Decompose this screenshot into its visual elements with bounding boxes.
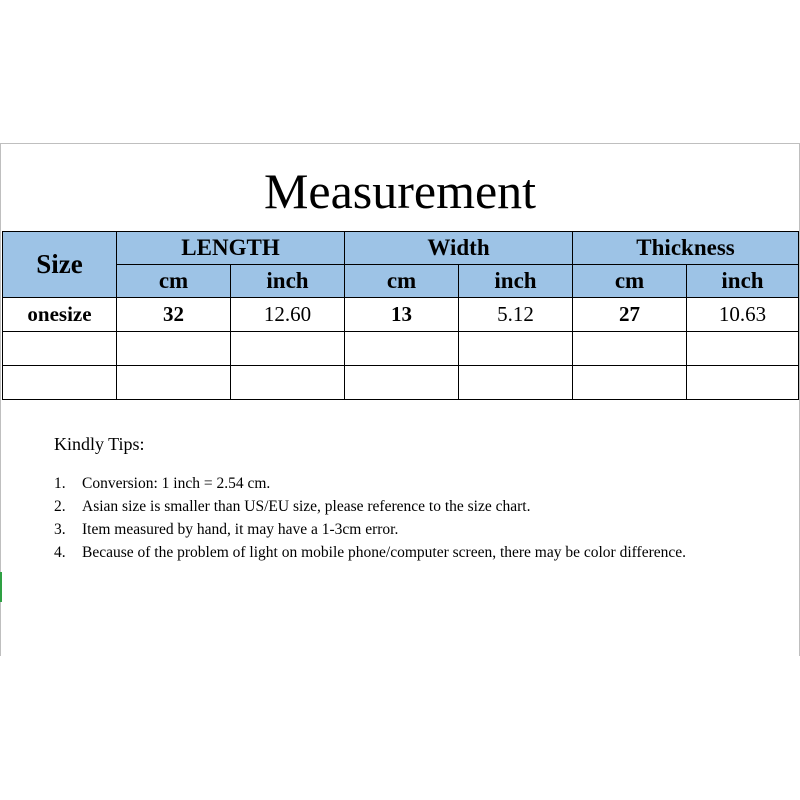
tips-section: [54, 432, 754, 564]
table-row: [3, 298, 799, 332]
list-item: [54, 541, 754, 564]
value-cell: 10.63: [687, 298, 799, 332]
value-cell: 13: [345, 298, 459, 332]
unit-header: inch: [231, 265, 345, 298]
group-header-length: LENGTH: [117, 232, 345, 265]
value-cell: [573, 366, 687, 400]
tips-list: [54, 472, 754, 564]
size-cell: [3, 366, 117, 400]
table-header-row: [3, 232, 799, 265]
list-text: Asian size is smaller than US/EU size, please reference to the size chart.: [82, 498, 531, 515]
value-cell: [459, 332, 573, 366]
value-cell: [117, 366, 231, 400]
table-unit-row: [3, 265, 799, 298]
value-cell: [573, 332, 687, 366]
list-text: Because of the problem of light on mobile phone/computer screen, there may be color difference.: [82, 544, 686, 561]
unit-header: inch: [459, 265, 573, 298]
unit-header: cm: [573, 265, 687, 298]
list-number: 3.: [54, 521, 66, 538]
value-cell: [231, 332, 345, 366]
list-item: [54, 472, 754, 495]
value-cell: 5.12: [459, 298, 573, 332]
table-row: [3, 332, 799, 366]
value-cell: 32: [117, 298, 231, 332]
unit-header: inch: [687, 265, 799, 298]
list-number: 2.: [54, 498, 66, 515]
list-number: 1.: [54, 475, 66, 492]
value-cell: 27: [573, 298, 687, 332]
value-cell: [345, 366, 459, 400]
value-cell: [459, 366, 573, 400]
side-marker: [0, 572, 2, 602]
table-row: [3, 366, 799, 400]
frame-top-border: [0, 143, 800, 144]
size-header: Size: [3, 232, 117, 298]
unit-header: cm: [345, 265, 459, 298]
list-text: Item measured by hand, it may have a 1-3cm error.: [82, 521, 399, 538]
value-cell: [345, 332, 459, 366]
unit-header: cm: [117, 265, 231, 298]
group-header-thickness: Thickness: [573, 232, 799, 265]
size-table: [2, 231, 799, 400]
value-cell: [117, 332, 231, 366]
list-item: [54, 518, 754, 541]
value-cell: [231, 366, 345, 400]
value-cell: 12.60: [231, 298, 345, 332]
value-cell: [687, 366, 799, 400]
value-cell: [687, 332, 799, 366]
group-header-width: Width: [345, 232, 573, 265]
tips-title: Kindly Tips:: [54, 434, 145, 454]
size-cell: onesize: [3, 298, 117, 332]
size-cell: [3, 332, 117, 366]
list-number: 4.: [54, 544, 66, 561]
page-title: Measurement: [263, 163, 537, 219]
list-text: Conversion: 1 inch = 2.54 cm.: [82, 475, 271, 492]
list-item: [54, 495, 754, 518]
